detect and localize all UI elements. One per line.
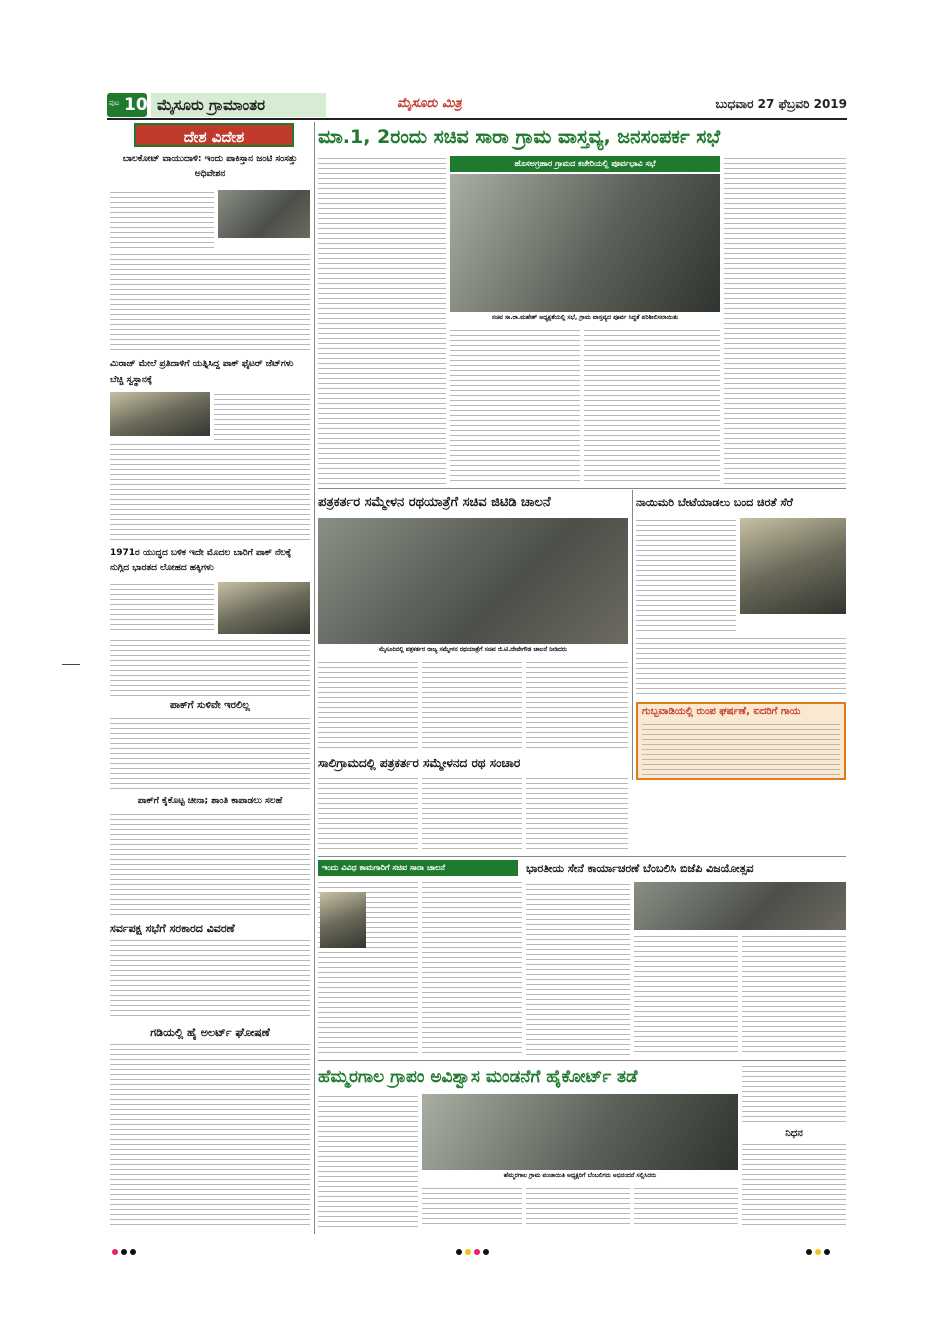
bjp-body-col1 [526, 882, 630, 1056]
court-body-col2 [422, 1186, 522, 1228]
court-headline: ಹೆಮ್ಮರಗಾಲ ಗ್ರಾಪಂ ಅವಿಶ್ವಾಸ ಮಂಡನೆಗೆ ಹೈಕೋರ್ಟ್ ತಡೆ [318, 1067, 638, 1087]
issue-date: ಬುಧವಾರ 27 ಫೆಬ್ರವರಿ 2019 [715, 97, 847, 111]
lead-body-col1 [318, 156, 446, 484]
saligrama-body-col3 [526, 776, 628, 852]
story3-body-cont [110, 638, 310, 696]
lower-rule [318, 1060, 846, 1061]
court-group-photo [422, 1094, 738, 1170]
lead-meeting-photo [450, 174, 720, 312]
color-registration-marks-center [456, 1240, 492, 1259]
story3-body [110, 582, 214, 634]
lead-body-col2 [450, 328, 580, 484]
sara-headline: ಇಂದು ವಿವಿಧ ಕಾಮಗಾರಿಗೆ ಸಚಿವ ಸಾರಾ ಚಾಲನೆ [318, 860, 518, 876]
small-story-headline: ನಿಧನ [785, 1128, 803, 1139]
story4-body [110, 716, 310, 790]
story2-headline: ಮಿರಾಜ್ ಮೇಲೆ ಪ್ರತಿದಾಳಿಗೆ ಯತ್ನಿಸಿದ್ದ ಪಾಕ್ ಫೈಟರ್ ಜೆಟ್‌ಗಳು ಬೆಚ್ಚಿ ಸ್ವಸ್ಥಾನಕ್ಕೆ [110, 359, 294, 385]
parliament-photo [218, 190, 310, 238]
box-story-frame [636, 702, 846, 780]
story2-body [214, 392, 310, 440]
rath-photo-caption: ಮೈಸೂರಿನಲ್ಲಿ ಪತ್ರಕರ್ತರ ರಾಜ್ಯ ಸಮ್ಮೇಳನ ರಥಯಾತ್ರೆಗೆ ಸಚಿವ ಜಿ.ಟಿ.ದೇವೇಗೌಡ ಚಾಲನೆ ನೀಡಿದರು [379, 646, 567, 653]
story7-body [110, 1042, 310, 1226]
color-registration-marks-left [112, 1240, 139, 1259]
lead-headline: ಮಾ.1, 2ರಂದು ಸಚಿವ ಸಾರಾ ಗ್ರಾಮ ವಾಸ್ತವ್ಯ, ಜನಸಂಪರ್ಕ ಸಭೆ [318, 126, 721, 148]
bjp-celebration-photo [634, 882, 846, 930]
bjp-headline: ಭಾರತೀಯ ಸೇನೆ ಕಾರ್ಯಾಚರಣೆ ಬೆಂಬಲಿಸಿ ಬಿಜೆಪಿ ವಿಜಯೋತ್ಸವ [526, 862, 754, 875]
bjp-body-col2 [634, 934, 738, 1056]
rath-headline: ಪತ್ರಕರ್ತರ ಸಮ್ಮೇಳನ ರಥಯಾತ್ರೆಗೆ ಸಚಿವ ಜಿಟಿಡಿ ಚಾಲನೆ [318, 495, 551, 510]
color-registration-marks-right [806, 1240, 833, 1259]
section-tag-desha-videsha: ದೇಶ ವಿದೇಶ [134, 123, 294, 147]
bridge-body-col2 [636, 636, 846, 696]
saligrama-headline: ಸಾಲಿಗ್ರಾಮದಲ್ಲಿ ಪತ್ರಕರ್ತರ ಸಮ್ಮೇಳನದ ರಥ ಸಂಚಾರ [318, 756, 521, 770]
story7-headline: ಗಡಿಯಲ್ಲಿ ಹೈ ಅಲರ್ಟ್ ಘೋಷಣೆ [150, 1026, 270, 1039]
lead-photo-tag [450, 156, 720, 172]
lead-bottom-rule [318, 488, 846, 489]
rath-body-col3 [526, 660, 628, 748]
story5-body [110, 812, 310, 916]
margin-mark [62, 664, 80, 665]
small-story-body [742, 1142, 846, 1228]
bjp-body-col3-cont [742, 1064, 846, 1122]
story6-body [110, 938, 310, 1020]
story1-body-cont [110, 252, 310, 352]
fighter-jet-photo-1 [110, 392, 210, 436]
lead-photo-caption: ಸಚಿವ ಸಾ.ರಾ.ಮಹೇಶ್ ಅಧ್ಯಕ್ಷತೆಯಲ್ಲಿ ಸಭೆ, ಗ್ರಾಮ ವಾಸ್ತವ್ಯದ ಪೂರ್ವ ಸಿದ್ಧತೆ ಪರಿಶೀಲಿಸಲಾಯಿತು [491, 314, 679, 321]
court-photo-caption: ಹೆಮ್ಮರಗಾಲ ಗ್ರಾಮ ಪಂಚಾಯಿತಿ ಅಧ್ಯಕ್ಷರಿಗೆ ಬೆಂಬಲಿಗರು ಅಭಿನಂದನೆ ಸಲ್ಲಿಸಿದರು [503, 1172, 657, 1179]
rath-body-col2 [422, 660, 522, 748]
fighter-jet-photo-2 [218, 582, 310, 634]
masthead-rule [107, 118, 847, 120]
bridge-headline: ನಾಯಿಮರಿ ಬೇಟೆಯಾಡಲು ಬಂದ ಚಿರತೆ ಸೆರೆ [636, 496, 793, 509]
mid-rule [318, 856, 846, 857]
center-divider [632, 490, 633, 780]
court-body-col4 [634, 1186, 738, 1228]
paper-name: ಮೈಸೂರು ಮಿತ್ರ [397, 96, 462, 111]
bjp-body-col3 [742, 934, 846, 1056]
box-story-headline: ಗುಬ್ಬವಾಡಿಯಲ್ಲಿ ರುಂಪ ಘರ್ಷಣೆ, ಐದರಿಗೆ ಗಾಯ [642, 706, 801, 717]
sara-body-col2 [422, 880, 522, 1056]
masthead [107, 92, 847, 118]
leopard-cage-photo [740, 518, 846, 614]
page-number: 10 [124, 95, 148, 115]
court-body-col3 [526, 1186, 630, 1228]
page-number-box [107, 93, 147, 117]
saligrama-body-col1 [318, 776, 418, 852]
left-column-divider [314, 122, 315, 1234]
lead-photo-tag-text: ಹೊಸಅಗ್ರಹಾರ ಗ್ರಾಮದ ಕಚೇರಿಯಲ್ಲಿ ಪೂರ್ವಭಾವಿ ಸಭೆ [514, 159, 656, 168]
court-body-col1 [318, 1094, 418, 1228]
saligrama-body-col2 [422, 776, 522, 852]
section-title: ಮೈಸೂರು ಗ್ರಾಮಾಂತರ [151, 93, 326, 117]
sara-portrait [320, 892, 366, 948]
story3-headline: 1971ರ ಯುದ್ಧದ ಬಳಿಕ ಇದೇ ಮೊದಲ ಬಾರಿಗೆ ಪಾಕ್ ನೆಲಕ್ಕೆ ನುಗ್ಗಿದ ಭಾರತದ ಲೋಹದ ಹಕ್ಕಿಗಳು [110, 548, 292, 573]
story5-headline: ಪಾಕ್‌ಗೆ ಕೈಕೊಟ್ಟ ಚೀನಾ; ಶಾಂತಿ ಕಾಪಾಡಲು ಸಲಹೆ [137, 796, 283, 806]
story1-headline: ಬಾಲಕೋಟ್ ವಾಯುದಾಳಿ: ಇಂದು ಪಾಕಿಸ್ತಾನ ಜಂಟಿ ಸಂಸತ್ತು ಅಧಿವೇಶನ [122, 154, 298, 179]
lead-body-col4 [724, 156, 846, 484]
story1-body [110, 190, 214, 248]
story4-headline: ಪಾಕ್‌ಗೆ ಸುಳಿವೇ ಇರಲಿಲ್ಲ [170, 700, 250, 711]
story6-headline: ಸರ್ವಪಕ್ಷ ಸಭೆಗೆ ಸರಕಾರದ ವಿವರಣೆ [110, 922, 235, 935]
bridge-body-col1 [636, 518, 736, 632]
box-story-body [642, 722, 840, 776]
rath-body-col1 [318, 660, 418, 748]
lead-body-col3 [584, 328, 720, 484]
rath-photo [318, 518, 628, 644]
page-label: ಪುಟ [109, 99, 120, 107]
story2-body-cont [110, 442, 310, 542]
